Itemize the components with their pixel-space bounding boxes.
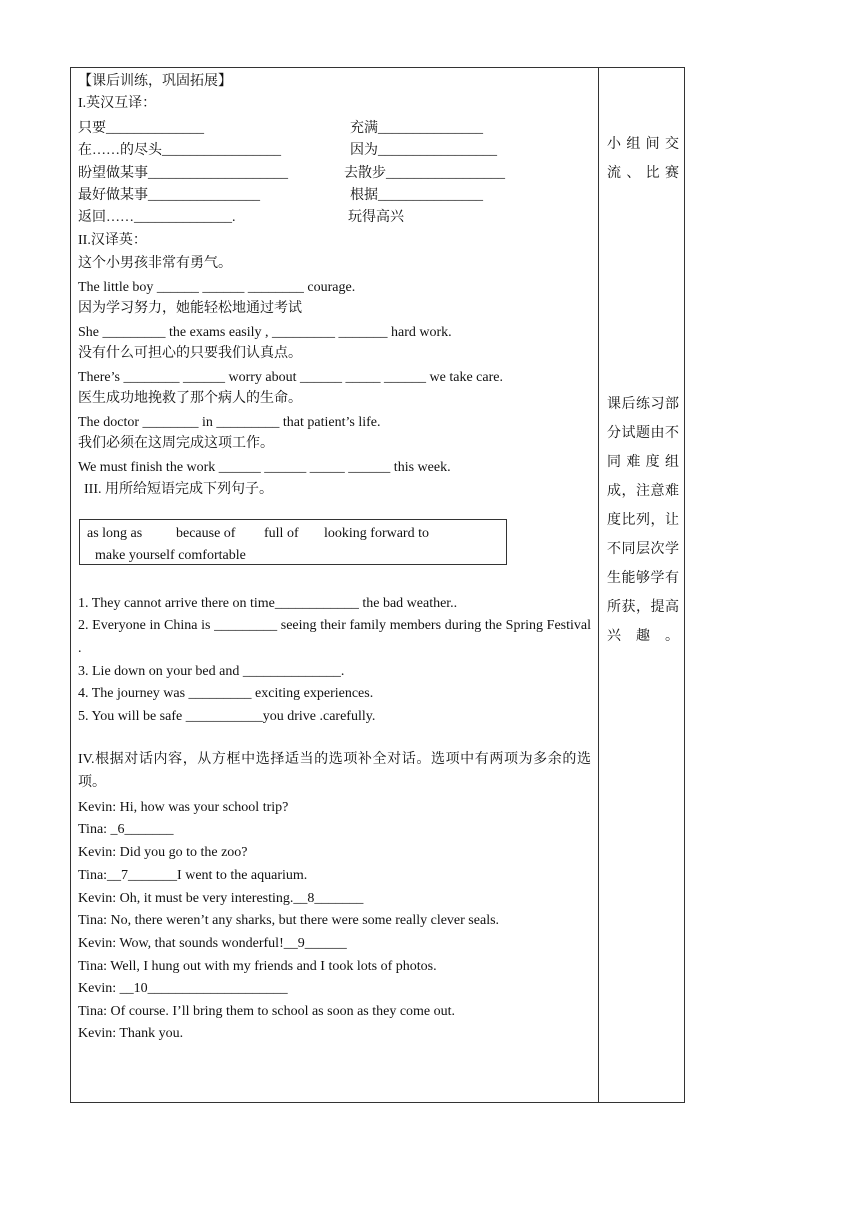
vocab-right: 根据_______________ [350,188,483,203]
part2-heading: II.汉译英： [78,233,147,248]
dialogue-line: Tina: _6_______ [78,822,174,837]
column-divider [598,68,599,1102]
dialogue-line: Tina:__7_______I went to the aquarium. [78,868,308,883]
phrase-option: make yourself comfortable [95,548,246,563]
vocab-right: 玩得高兴 [348,210,404,225]
vocab-left: 只要______________ [78,121,204,136]
chinese-sentence: 这个小男孩非常有勇气。 [78,256,232,271]
vocab-right: 因为_________________ [350,143,497,158]
chinese-sentence: 我们必须在这周完成这项工作。 [78,436,274,451]
vocab-row [78,208,590,228]
part3-heading: III. 用所给短语完成下列句子。 [84,482,273,497]
fill-sentence: 4. The journey was _________ exciting experiences. [78,686,374,701]
lesson-table [70,67,685,1103]
dialogue-line: Tina: Well, I hung out with my friends and I took lots of photos. [78,959,437,974]
chinese-sentence: 医生成功地挽救了那个病人的生命。 [78,391,302,406]
section-title: 【课后训练，巩固拓展】 [78,74,232,89]
vocab-left: 在……的尽头_________________ [78,143,281,158]
chinese-sentence: 没有什么可担心的只要我们认真点。 [78,346,302,361]
fill-sentence: 1. They cannot arrive there on time____________ the bad weather.. [78,596,458,611]
vocab-right: 充满_______________ [350,121,483,136]
dialogue-line: Kevin: Thank you. [78,1026,184,1041]
english-translation: The little boy ______ ______ ________ courage. [78,280,356,295]
dialogue-line: Tina: Of course. I’ll bring them to school as soon as they come out. [78,1004,456,1019]
vocab-row [78,164,590,184]
english-translation: We must finish the work ______ ______ _____ ______ this week. [78,460,451,475]
part1-heading: I.英汉互译： [78,96,157,111]
sidebar-note-difficulty: 课后练习部分试题由不同难度组成，注意难度比列，让不同层次学生能够学有所获，提高兴趣。 [607,397,679,644]
english-translation: She _________ the exams easily , _________ _______ hard work. [78,325,452,340]
vocab-left: 最好做某事________________ [78,188,260,203]
fill-sentence: 3. Lie down on your bed and ______________. [78,664,345,679]
phrase-option: because of [176,526,236,541]
chinese-sentence: 因为学习努力，她能轻松地通过考试 [78,301,302,316]
vocab-row [78,186,590,206]
part4-heading: IV.根据对话内容，从方框中选择适当的选项补全对话。选项中有两项为多余的选项。 [78,752,591,790]
phrase-option: as long as [87,526,143,541]
vocab-row [78,141,590,161]
vocab-left: 返回……______________. [78,210,236,225]
phrase-option: full of [264,526,299,541]
fill-sentence: 2. Everyone in China is _________ seeing their family members during the Spring Festival . [78,618,591,656]
dialogue-line: Kevin: __10____________________ [78,981,288,996]
english-translation: There’s ________ ______ worry about ______ _____ ______ we take care. [78,370,503,385]
dialogue-line: Kevin: Oh, it must be very interesting.__8_______ [78,891,364,906]
dialogue-line: Kevin: Wow, that sounds wonderful!__9______ [78,936,347,951]
sidebar-note-group-activity: 小组间交流、比赛 [607,137,679,181]
phrase-option: looking forward to [324,526,429,541]
dialogue-line: Tina: No, there weren’t any sharks, but there were some really clever seals. [78,913,500,928]
english-translation: The doctor ________ in _________ that patient’s life. [78,415,381,430]
vocab-row [78,119,590,139]
dialogue-line: Kevin: Did you go to the zoo? [78,845,248,860]
dialogue-line: Kevin: Hi, how was your school trip? [78,800,289,815]
vocab-left: 盼望做某事____________________ [78,166,288,181]
phrase-options-box [79,519,507,565]
vocab-right: 去散步_________________ [344,166,505,181]
fill-sentence: 5. You will be safe ___________you drive .carefully. [78,709,376,724]
